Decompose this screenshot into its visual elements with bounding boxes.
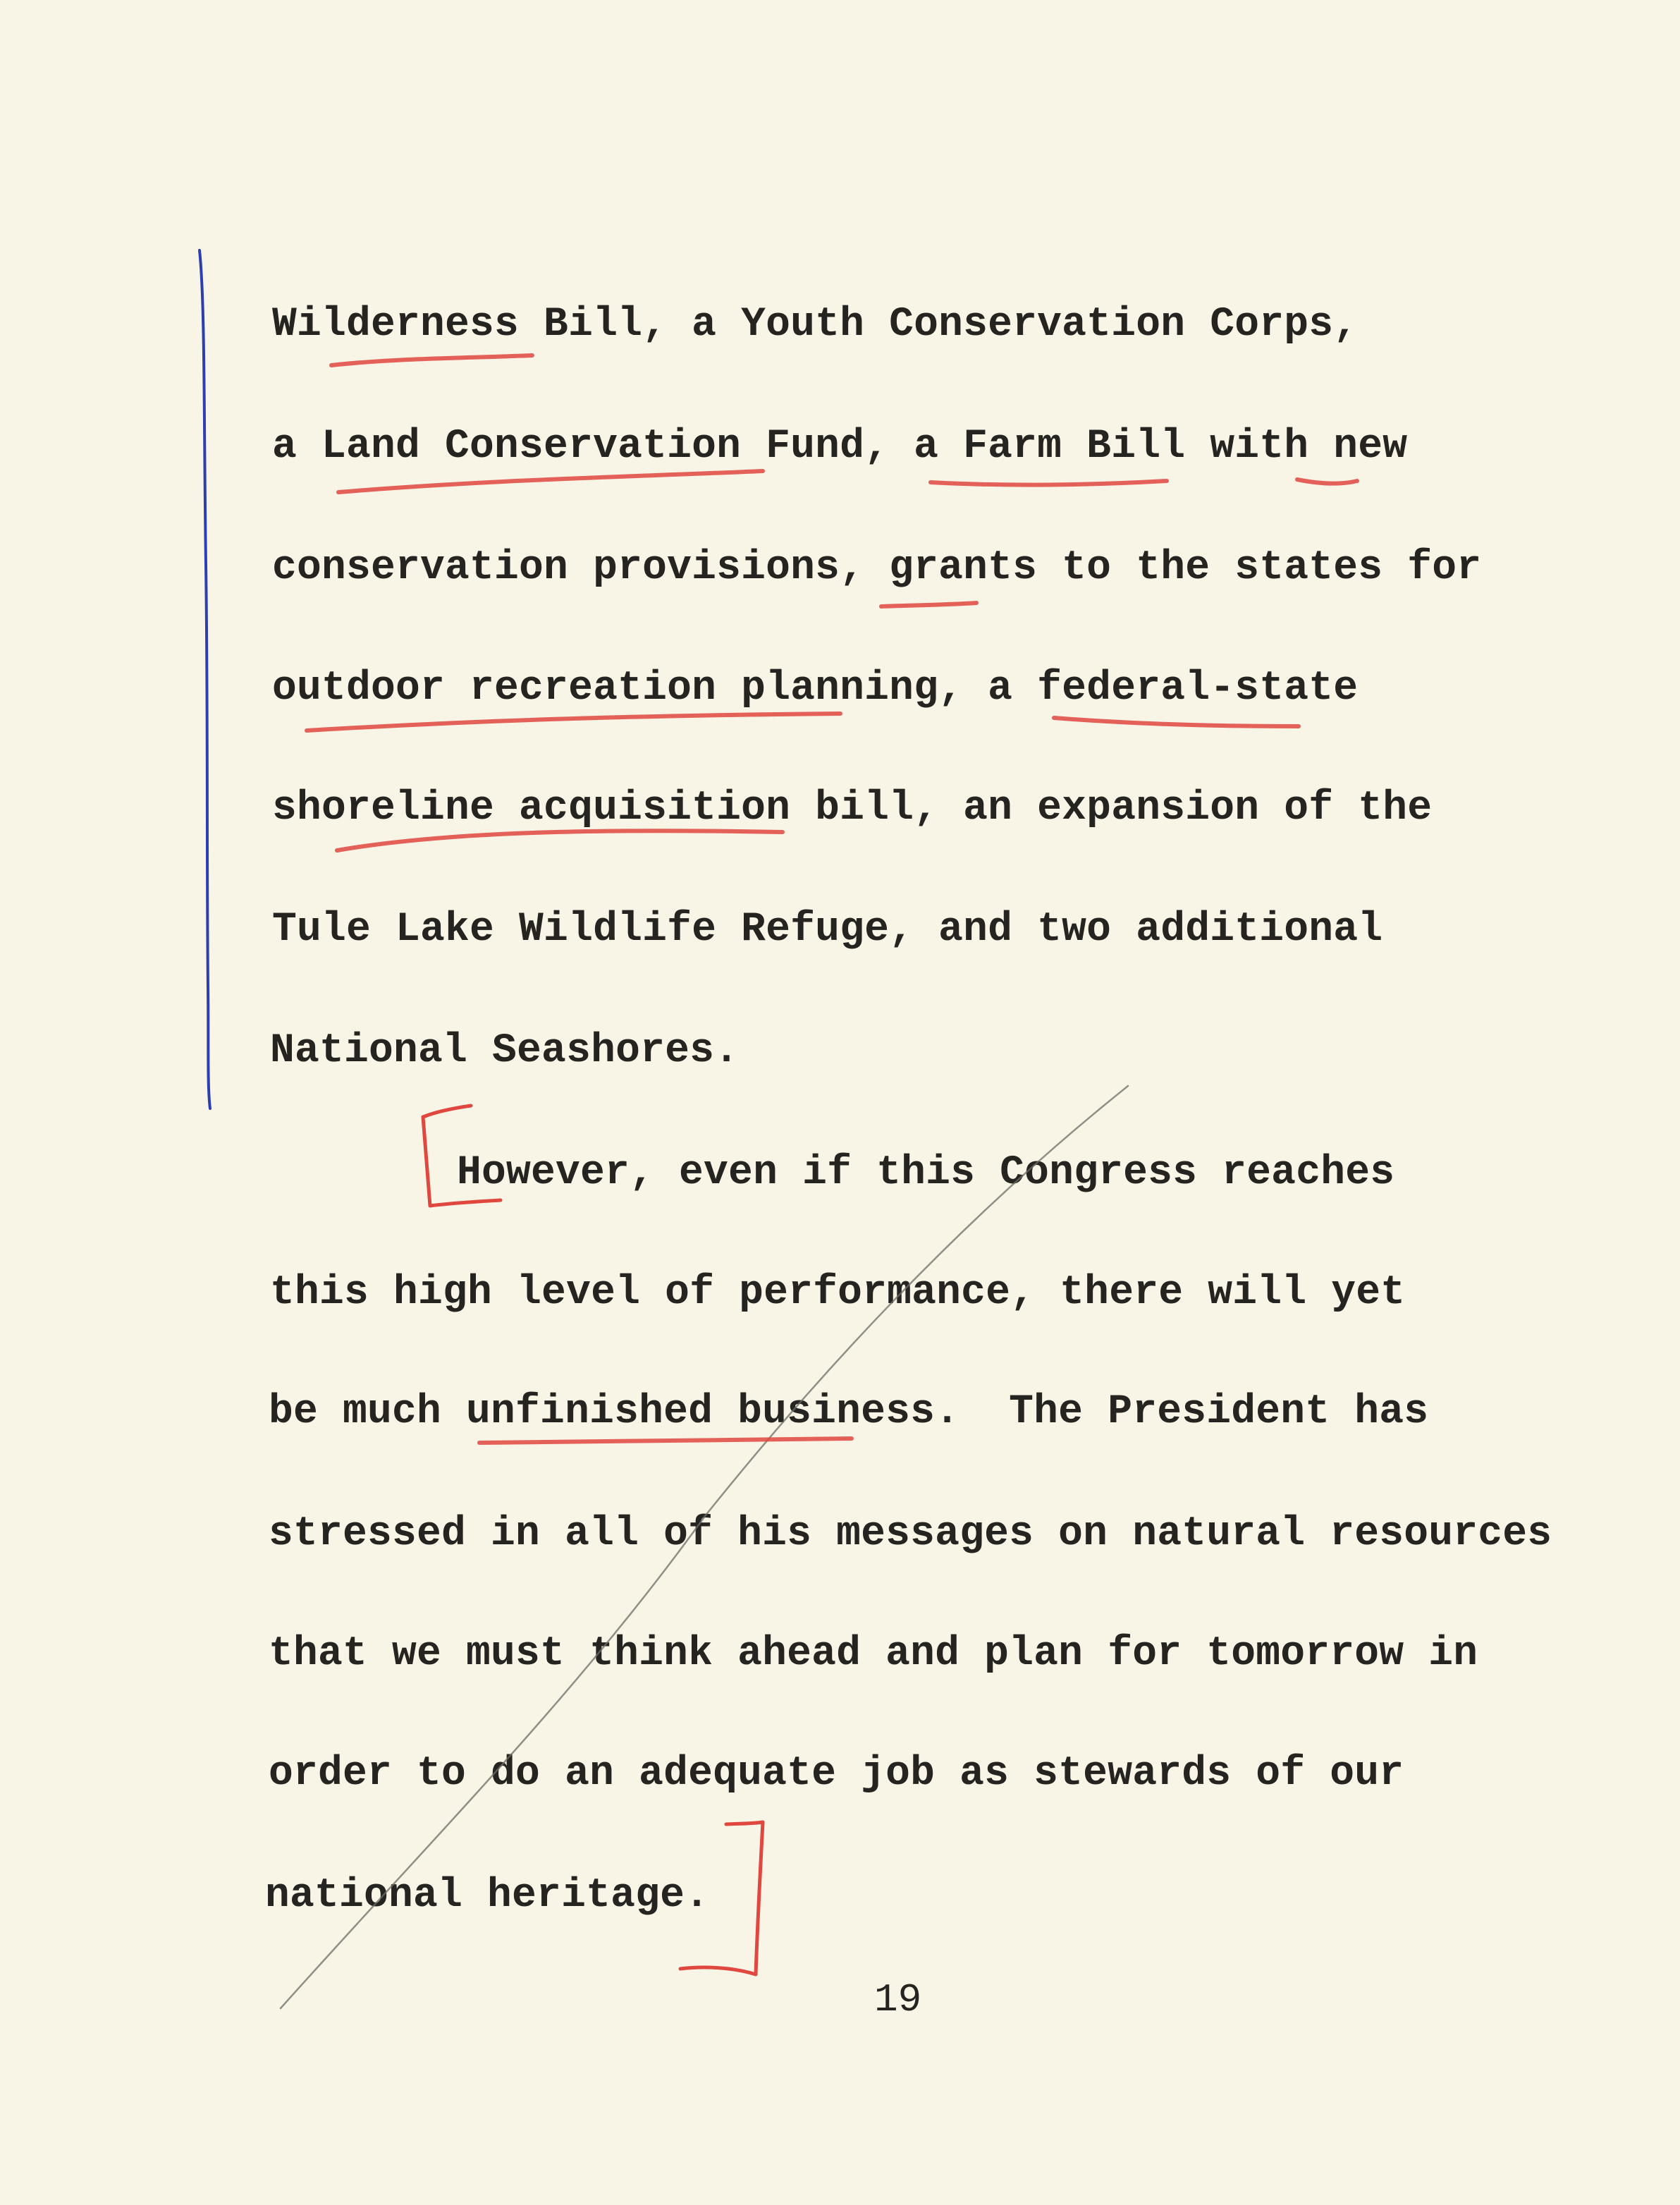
text-line-3: conservation provisions, grants to the states for [272,545,1482,591]
text-line-1: Wilderness Bill, a Youth Conservation Corps, [272,302,1359,348]
page-number: 19 [874,1977,922,2022]
text-line-2: a Land Conservation Fund, a Farm Bill with new [272,424,1408,470]
blue-margin-line [200,250,210,1108]
underline-shoreline-acquisition [337,831,783,850]
underline-federal-state [1054,718,1299,726]
text-line-5: shoreline acquisition bill, an expansion of the [272,786,1433,831]
text-line-11: stressed in all of his messages on natural resources [269,1511,1552,1557]
text-line-10: be much unfinished business. The President has [269,1389,1429,1435]
text-line-7: National Seashores. [270,1028,740,1074]
text-line-13: order to do an adequate job as stewards of our [269,1751,1404,1797]
underline-farm-bill [931,481,1167,485]
text-line-8: However, even if this Congress reaches [457,1150,1395,1196]
underline-grants [881,603,976,606]
text-line-14: national heritage. [265,1873,710,1919]
text-line-6: Tule Lake Wildlife Refuge, and two additional [272,907,1383,953]
text-line-4: outdoor recreation planning, a federal-state [272,666,1359,711]
underline-wilderness-bill [331,355,532,365]
underline-land-conservation-fund [338,471,763,492]
text-line-12: that we must think ahead and plan for tomorrow in [269,1631,1478,1677]
underline-outdoor-recreation-planning [307,714,840,731]
underline-new [1297,480,1357,484]
underline-unfinished-business [479,1439,852,1443]
text-line-9: this high level of performance, there will yet [270,1270,1406,1316]
